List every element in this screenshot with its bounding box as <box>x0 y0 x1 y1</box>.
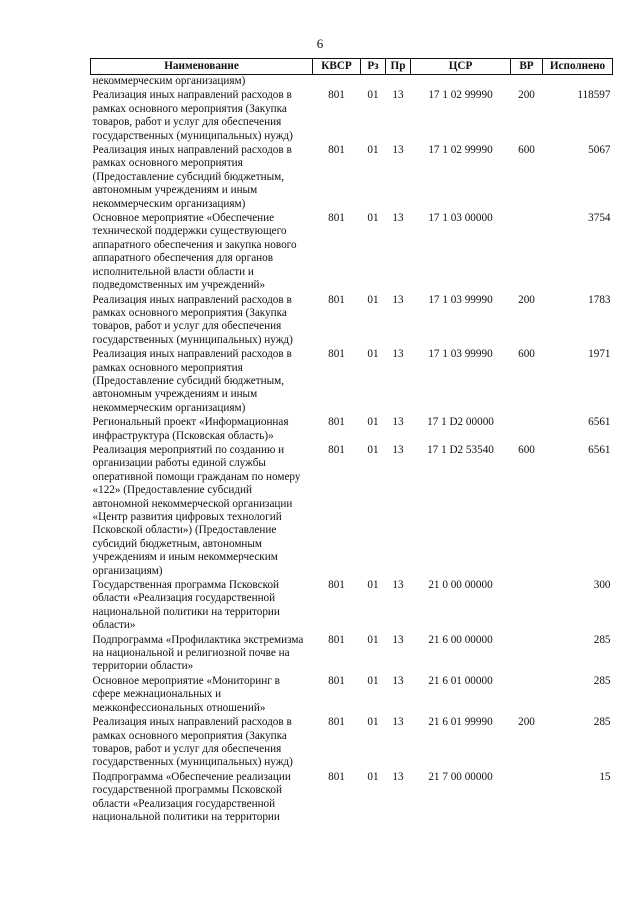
row-name: Реализация мероприятий по созданию и организации работы единой службы оперативной помощи гражданам по номеру «122» (Предоставление субсидий автономной некоммерческой организации «Центр развития цифровых технологий Псковской области») (Предоставление субсидий бюджетным, автономным учреждениям и иным некоммерческим организациям) <box>92 443 301 577</box>
row-kvsr: 801 <box>328 144 345 157</box>
row-name: Региональный проект «Информационная инфраструктура (Псковская область)» <box>92 416 289 442</box>
row-rz: 01 <box>367 89 379 102</box>
row-name: Государственная программа Псковской области «Реализация государственной национальной политики на территории области» <box>92 579 280 632</box>
row-kvsr: 801 <box>328 770 345 783</box>
table-body <box>91 75 613 826</box>
table-row <box>91 634 613 675</box>
row-csr: 17 1 D2 53540 <box>427 443 494 456</box>
row-pr: 13 <box>392 212 404 225</box>
col-header-csr: ЦСР <box>411 59 511 75</box>
row-rz: 01 <box>367 144 379 157</box>
row-csr: 21 6 00 00000 <box>428 633 493 646</box>
row-vr <box>511 634 543 675</box>
row-rz: 01 <box>367 348 379 361</box>
row-rz: 01 <box>367 716 379 729</box>
col-header-rz: Рз <box>361 59 386 75</box>
row-vr: 200 <box>518 89 535 102</box>
row-pr: 13 <box>392 674 404 687</box>
continuation-text: некоммерческим организациям) <box>92 75 246 87</box>
table-row <box>91 716 613 771</box>
table-row <box>91 579 613 634</box>
row-vr: 600 <box>518 144 535 157</box>
row-csr: 17 1 02 99990 <box>428 144 493 157</box>
row-csr: 17 1 03 99990 <box>428 348 493 361</box>
row-done: 118597 <box>577 89 611 102</box>
row-kvsr: 801 <box>328 416 345 429</box>
row-vr <box>511 212 543 293</box>
row-csr: 17 1 03 00000 <box>428 212 493 225</box>
row-kvsr: 801 <box>328 443 345 456</box>
table-row <box>91 416 613 444</box>
row-pr: 13 <box>392 716 404 729</box>
row-kvsr: 801 <box>328 633 345 646</box>
row-vr <box>511 675 543 716</box>
row-done: 285 <box>593 674 611 687</box>
row-vr: 600 <box>518 443 535 456</box>
row-pr: 13 <box>392 348 404 361</box>
table-header <box>91 59 613 75</box>
row-done: 285 <box>593 716 611 729</box>
row-pr: 13 <box>392 770 404 783</box>
row-csr: 17 1 03 99990 <box>428 293 493 306</box>
row-csr: 17 1 D2 00000 <box>427 416 494 429</box>
row-kvsr: 801 <box>328 293 345 306</box>
budget-table <box>90 58 613 825</box>
row-rz: 01 <box>367 674 379 687</box>
col-header-done: Исполнено <box>543 59 613 75</box>
row-kvsr: 801 <box>328 579 345 592</box>
row-done: 5067 <box>588 144 611 157</box>
row-done: 3754 <box>588 212 611 225</box>
row-done: 285 <box>593 633 611 646</box>
row-kvsr: 801 <box>328 89 345 102</box>
row-kvsr: 801 <box>328 212 345 225</box>
row-name: Основное мероприятие «Мониторинг в сфере межнациональных и межконфессиональных отношений» <box>92 674 280 714</box>
col-header-pr: Пр <box>386 59 411 75</box>
table-row <box>91 212 613 293</box>
row-csr: 17 1 02 99990 <box>428 89 493 102</box>
row-vr: 200 <box>518 716 535 729</box>
row-rz: 01 <box>367 770 379 783</box>
row-name: Реализация иных направлений расходов в рамках основного мероприятия (Закупка товаров, работ и услуг для обеспечения государственных (муниципальных) нужд) <box>92 293 293 346</box>
row-rz: 01 <box>367 416 379 429</box>
col-header-vr: ВР <box>511 59 543 75</box>
row-kvsr: 801 <box>328 716 345 729</box>
col-header-name: Наименование <box>91 59 313 75</box>
table-row <box>91 294 613 349</box>
row-csr: 21 6 01 00000 <box>428 674 493 687</box>
row-done: 6561 <box>588 416 611 429</box>
row-rz: 01 <box>367 293 379 306</box>
row-vr: 200 <box>518 293 535 306</box>
row-pr: 13 <box>392 579 404 592</box>
row-pr: 13 <box>392 293 404 306</box>
row-name: Реализация иных направлений расходов в рамках основного мероприятия (Закупка товаров, работ и услуг для обеспечения государственных (муниципальных) нужд) <box>92 716 293 769</box>
row-csr: 21 0 00 00000 <box>428 579 493 592</box>
row-rz: 01 <box>367 443 379 456</box>
row-pr: 13 <box>392 633 404 646</box>
table-row <box>91 348 613 416</box>
row-done: 6561 <box>588 443 611 456</box>
row-name: Основное мероприятие «Обеспечение технической поддержки существующего аппаратного обеспечения и закупка нового аппаратного обеспечения для органов исполнительной власти области и подведомственных им учреждений» <box>92 212 297 292</box>
col-header-kvsr: КВСР <box>313 59 361 75</box>
continuation-row <box>91 75 613 90</box>
row-vr: 600 <box>518 348 535 361</box>
row-vr <box>511 771 543 826</box>
page-number: 6 <box>316 36 324 51</box>
table-row <box>91 144 613 212</box>
row-kvsr: 801 <box>328 674 345 687</box>
row-done: 1971 <box>588 348 611 361</box>
row-csr: 21 6 01 99990 <box>428 716 493 729</box>
row-name: Реализация иных направлений расходов в рамках основного мероприятия (Предоставление субсидий бюджетным, автономным учреждениям и иным некоммерческим организациям) <box>92 144 292 210</box>
row-done: 300 <box>593 579 611 592</box>
row-csr: 21 7 00 00000 <box>428 770 493 783</box>
row-name: Реализация иных направлений расходов в рамках основного мероприятия (Закупка товаров, работ и услуг для обеспечения государственных (муниципальных) нужд) <box>92 89 293 142</box>
table-row <box>91 675 613 716</box>
row-name: Реализация иных направлений расходов в рамках основного мероприятия (Предоставление субсидий бюджетным, автономным учреждениям и иным некоммерческим организациям) <box>92 348 292 414</box>
row-pr: 13 <box>392 89 404 102</box>
table-row <box>91 771 613 826</box>
table-row <box>91 89 613 144</box>
row-done: 1783 <box>588 293 611 306</box>
row-pr: 13 <box>392 443 404 456</box>
row-done: 15 <box>599 770 611 783</box>
row-pr: 13 <box>392 144 404 157</box>
row-rz: 01 <box>367 212 379 225</box>
table-row <box>91 444 613 579</box>
row-name: Подпрограмма «Профилактика экстремизма на национальной и религиозной почве на территории области» <box>92 633 304 673</box>
row-vr <box>511 579 543 634</box>
row-pr: 13 <box>392 416 404 429</box>
row-kvsr: 801 <box>328 348 345 361</box>
row-name: Подпрограмма «Обеспечение реализации государственной программы Псковской области «Реализация государственной национальной политики на территории <box>92 770 291 823</box>
row-vr <box>511 416 543 444</box>
row-rz: 01 <box>367 579 379 592</box>
row-rz: 01 <box>367 633 379 646</box>
